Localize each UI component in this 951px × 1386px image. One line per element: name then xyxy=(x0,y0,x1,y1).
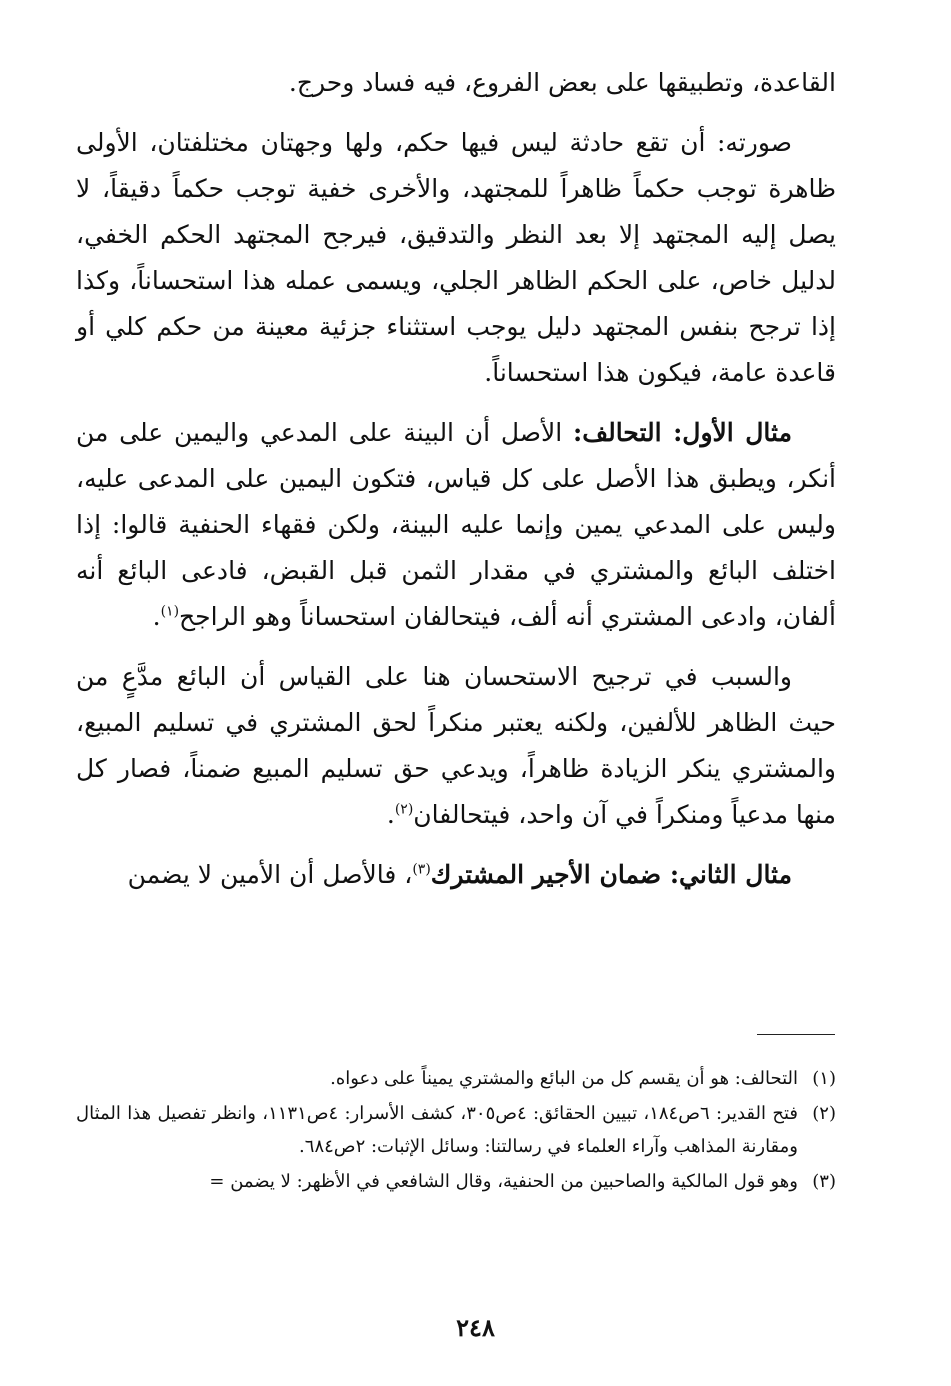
reason-text: والسبب في ترجيح الاستحسان هنا على القياس أن البائع مدَّعٍ من حيث الظاهر للألفين، ولكنه يعتبر منكراً لحق المشتري في تسليم المبيع، والمشتري ينكر الزيادة ظاهراً، ويدعي حق تسليم المبيع ضمناً، فصار كل منها مدعياً ومنكراً في آن واحد، فيتحالفان xyxy=(76,662,836,829)
footnote-ref-2[interactable]: (٢) xyxy=(394,801,414,818)
footnote-2 xyxy=(76,1097,836,1163)
reason-end: . xyxy=(386,800,395,829)
footnote-number: (٣) xyxy=(812,1171,836,1192)
example-two-heading: مثال الثاني: ضمان الأجير المشترك xyxy=(430,860,792,889)
paragraph-example-one xyxy=(76,410,836,640)
footnote-text: فتح القدير: ٦ص١٨٤، تبيين الحقائق: ٤ص٣٠٥، كشف الأسرار: ٤ص١١٣١، وانظر تفصيل هذا المثال ومقارنة المذاهب وآراء العلماء في رسالتنا: وسائل الإثبات: ٢ص٦٨٤. xyxy=(76,1103,798,1157)
footnote-3 xyxy=(76,1165,836,1198)
example-one-text: الأصل أن البينة على المدعي واليمين على من أنكر، ويطبق هذا الأصل على كل قياس، فتكون اليمين على المدعى عليه، وليس على المدعي يمين وإنما عليه البينة، ولكن فقهاء الحنفية قالوا: إذا اختلف البائع والمشتري في مقدار الثمن قبل القبض، فادعى البائع أنه ألفان، وادعى المشتري أنه ألف، فيتحالفان استحساناً وهو الراجح xyxy=(76,418,836,631)
example-one-heading: مثال الأول: التحالف: xyxy=(572,418,792,447)
footnote-number: (٢) xyxy=(812,1103,836,1124)
paragraph-continuation: القاعدة، وتطبيقها على بعض الفروع، فيه فساد وحرج. xyxy=(288,68,836,97)
paragraph-reason xyxy=(76,654,836,838)
footnote-ref-3[interactable]: (٣) xyxy=(412,861,431,878)
footnote-separator xyxy=(757,1034,835,1035)
footnote-number: (١) xyxy=(812,1068,836,1089)
main-text xyxy=(76,60,836,912)
example-two-text: ، فالأصل أن الأمين لا يضمن xyxy=(127,860,413,889)
paragraph-example-two xyxy=(76,852,836,898)
footnote-1 xyxy=(76,1062,836,1095)
footnotes xyxy=(76,1062,836,1200)
footnote-ref-1[interactable]: (١) xyxy=(160,603,180,620)
example-one-end: . xyxy=(152,602,161,631)
footnote-text: وهو قول المالكية والصاحبين من الحنفية، وقال الشافعي في الأظهر: لا يضمن = xyxy=(209,1171,798,1192)
paragraph-definition: صورته: أن تقع حادثة ليس فيها حكم، ولها وجهتان مختلفتان، الأولى ظاهرة توجب حكماً ظاهراً للمجتهد، والأخرى خفية توجب حكماً دقيقاً، لا يصل إليه المجتهد إلا بعد النظر والتدقيق، فيرجح المجتهد الحكم الخفي، لدليل خاص، على الحكم الظاهر الجلي، ويسمى عمله هذا استحساناً، وكذا إذا ترجح بنفس المجتهد دليل يوجب استثناء جزئية معينة من حكم كلي أو قاعدة عامة، فيكون هذا استحساناً. xyxy=(76,128,836,387)
page-number: ٢٤٨ xyxy=(456,1313,495,1342)
footnote-text: التحالف: هو أن يقسم كل من البائع والمشتري يميناً على دعواه. xyxy=(330,1068,798,1089)
